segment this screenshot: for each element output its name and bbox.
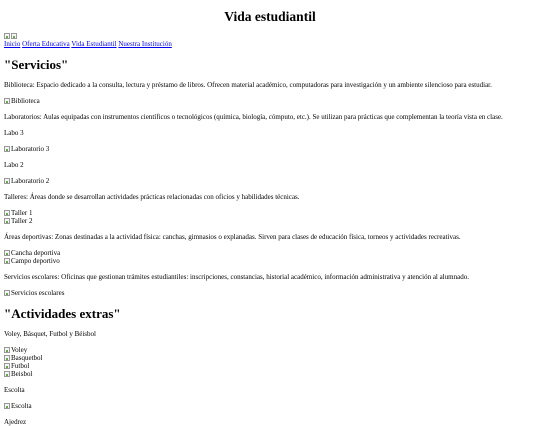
image-alt-text: Taller 1 [11,209,33,217]
labo3-image-block [4,145,536,153]
image-alt-text: Laboratorio 3 [11,145,50,153]
image-alt-text: Taller 2 [11,217,33,225]
image-alt-text: Biblioteca [11,97,40,105]
header-images [4,33,536,40]
talleres-images-block [4,209,536,225]
image-alt-text: Futbol [11,362,30,370]
cancha-image [4,249,536,257]
taller1-image [4,209,536,217]
nav-link-vida-estudiantil[interactable]: Vida Estudiantil [71,40,117,48]
escolta-image-block [4,402,536,410]
broken-image-icon [4,210,10,216]
broken-image-icon [4,355,10,361]
deportes-text: Voley, Básquet, Futbol y Béisbol [4,330,96,338]
ajedrez-caption: Ajedrez [4,418,27,426]
image-alt-text: Laboratorio 2 [11,177,50,185]
broken-image-icon [4,347,10,353]
talleres-description: Talleres: Áreas donde se desarrollan actividades prácticas relacionadas con oficios y habilidades técnicas. [4,193,300,201]
broken-image-icon [4,98,10,104]
labo2-caption: Labo 2 [4,161,24,169]
broken-image-icon [4,363,10,369]
labo2-image [4,177,536,185]
broken-image-icon [4,178,10,184]
basquetbol-image [4,354,536,362]
broken-image-icon [4,258,10,264]
escolares-image [4,289,536,297]
nav-link-nuestra-institucion[interactable]: Nuestra Institución [118,40,172,48]
image-alt-text: Cancha deportiva [11,249,61,257]
main-nav [4,40,536,48]
image-alt-text: Voley [11,346,28,354]
biblioteca-image [4,97,536,105]
page-title: Vida estudiantil [224,9,316,24]
escolares-image-block [4,289,536,297]
biblioteca-image-block [4,97,536,105]
image-alt-text: Servicios escolares [11,289,65,297]
image-alt-text: Campo deportivo [11,257,60,265]
image-alt-text: Escolta [11,402,32,410]
page [0,9,540,426]
nav-link-inicio[interactable]: Inicio [4,40,21,48]
futbol-image [4,362,536,370]
broken-image-icon [4,250,10,256]
deportes-images-block [4,346,536,378]
escolta-caption: Escolta [4,386,25,394]
broken-image-icon [4,218,10,224]
deportivas-images-block [4,249,536,265]
actividades-heading: "Actividades extras" [4,306,121,321]
broken-image-icon [4,403,10,409]
beisbol-image [4,370,536,378]
image-alt-text: Basquetbol [11,354,43,362]
broken-image-icon [4,33,10,39]
labo2-image-block [4,177,536,185]
broken-image-icon [11,33,17,39]
image-alt-text: Beisbol [11,370,33,378]
nav-link-oferta-educativa[interactable]: Oferta Educativa [22,40,70,48]
laboratorios-description: Laboratorios: Aulas equipadas con instrumentos científicos o tecnológicos (química, biología, cómputo, etc.). Se utilizan para prácticas que complementan la teoría vista en clase. [4,113,503,121]
deportivas-description: Áreas deportivas: Zonas destinadas a la actividad física: canchas, gimnasios o explanadas. Sirven para clases de educación física, torneos y actividades recreativas. [4,233,461,241]
broken-image-icon [4,146,10,152]
escolares-description: Servicios escolares: Oficinas que gestionan trámites estudiantiles: inscripciones, constancias, historial académico, información administrativa y atención al alumnado. [4,273,469,281]
servicios-heading: "Servicios" [4,57,69,72]
labo3-caption: Labo 3 [4,129,24,137]
broken-image-icon [4,290,10,296]
broken-image-icon [4,371,10,377]
escolta-image [4,402,536,410]
taller2-image [4,217,536,225]
labo3-image [4,145,536,153]
campo-image [4,257,536,265]
biblioteca-description: Biblioteca: Espacio dedicado a la consulta, lectura y préstamo de libros. Ofrecen material académico, computadoras para investigación y un ambiente silencioso para estudiar. [4,81,492,89]
voley-image [4,346,536,354]
